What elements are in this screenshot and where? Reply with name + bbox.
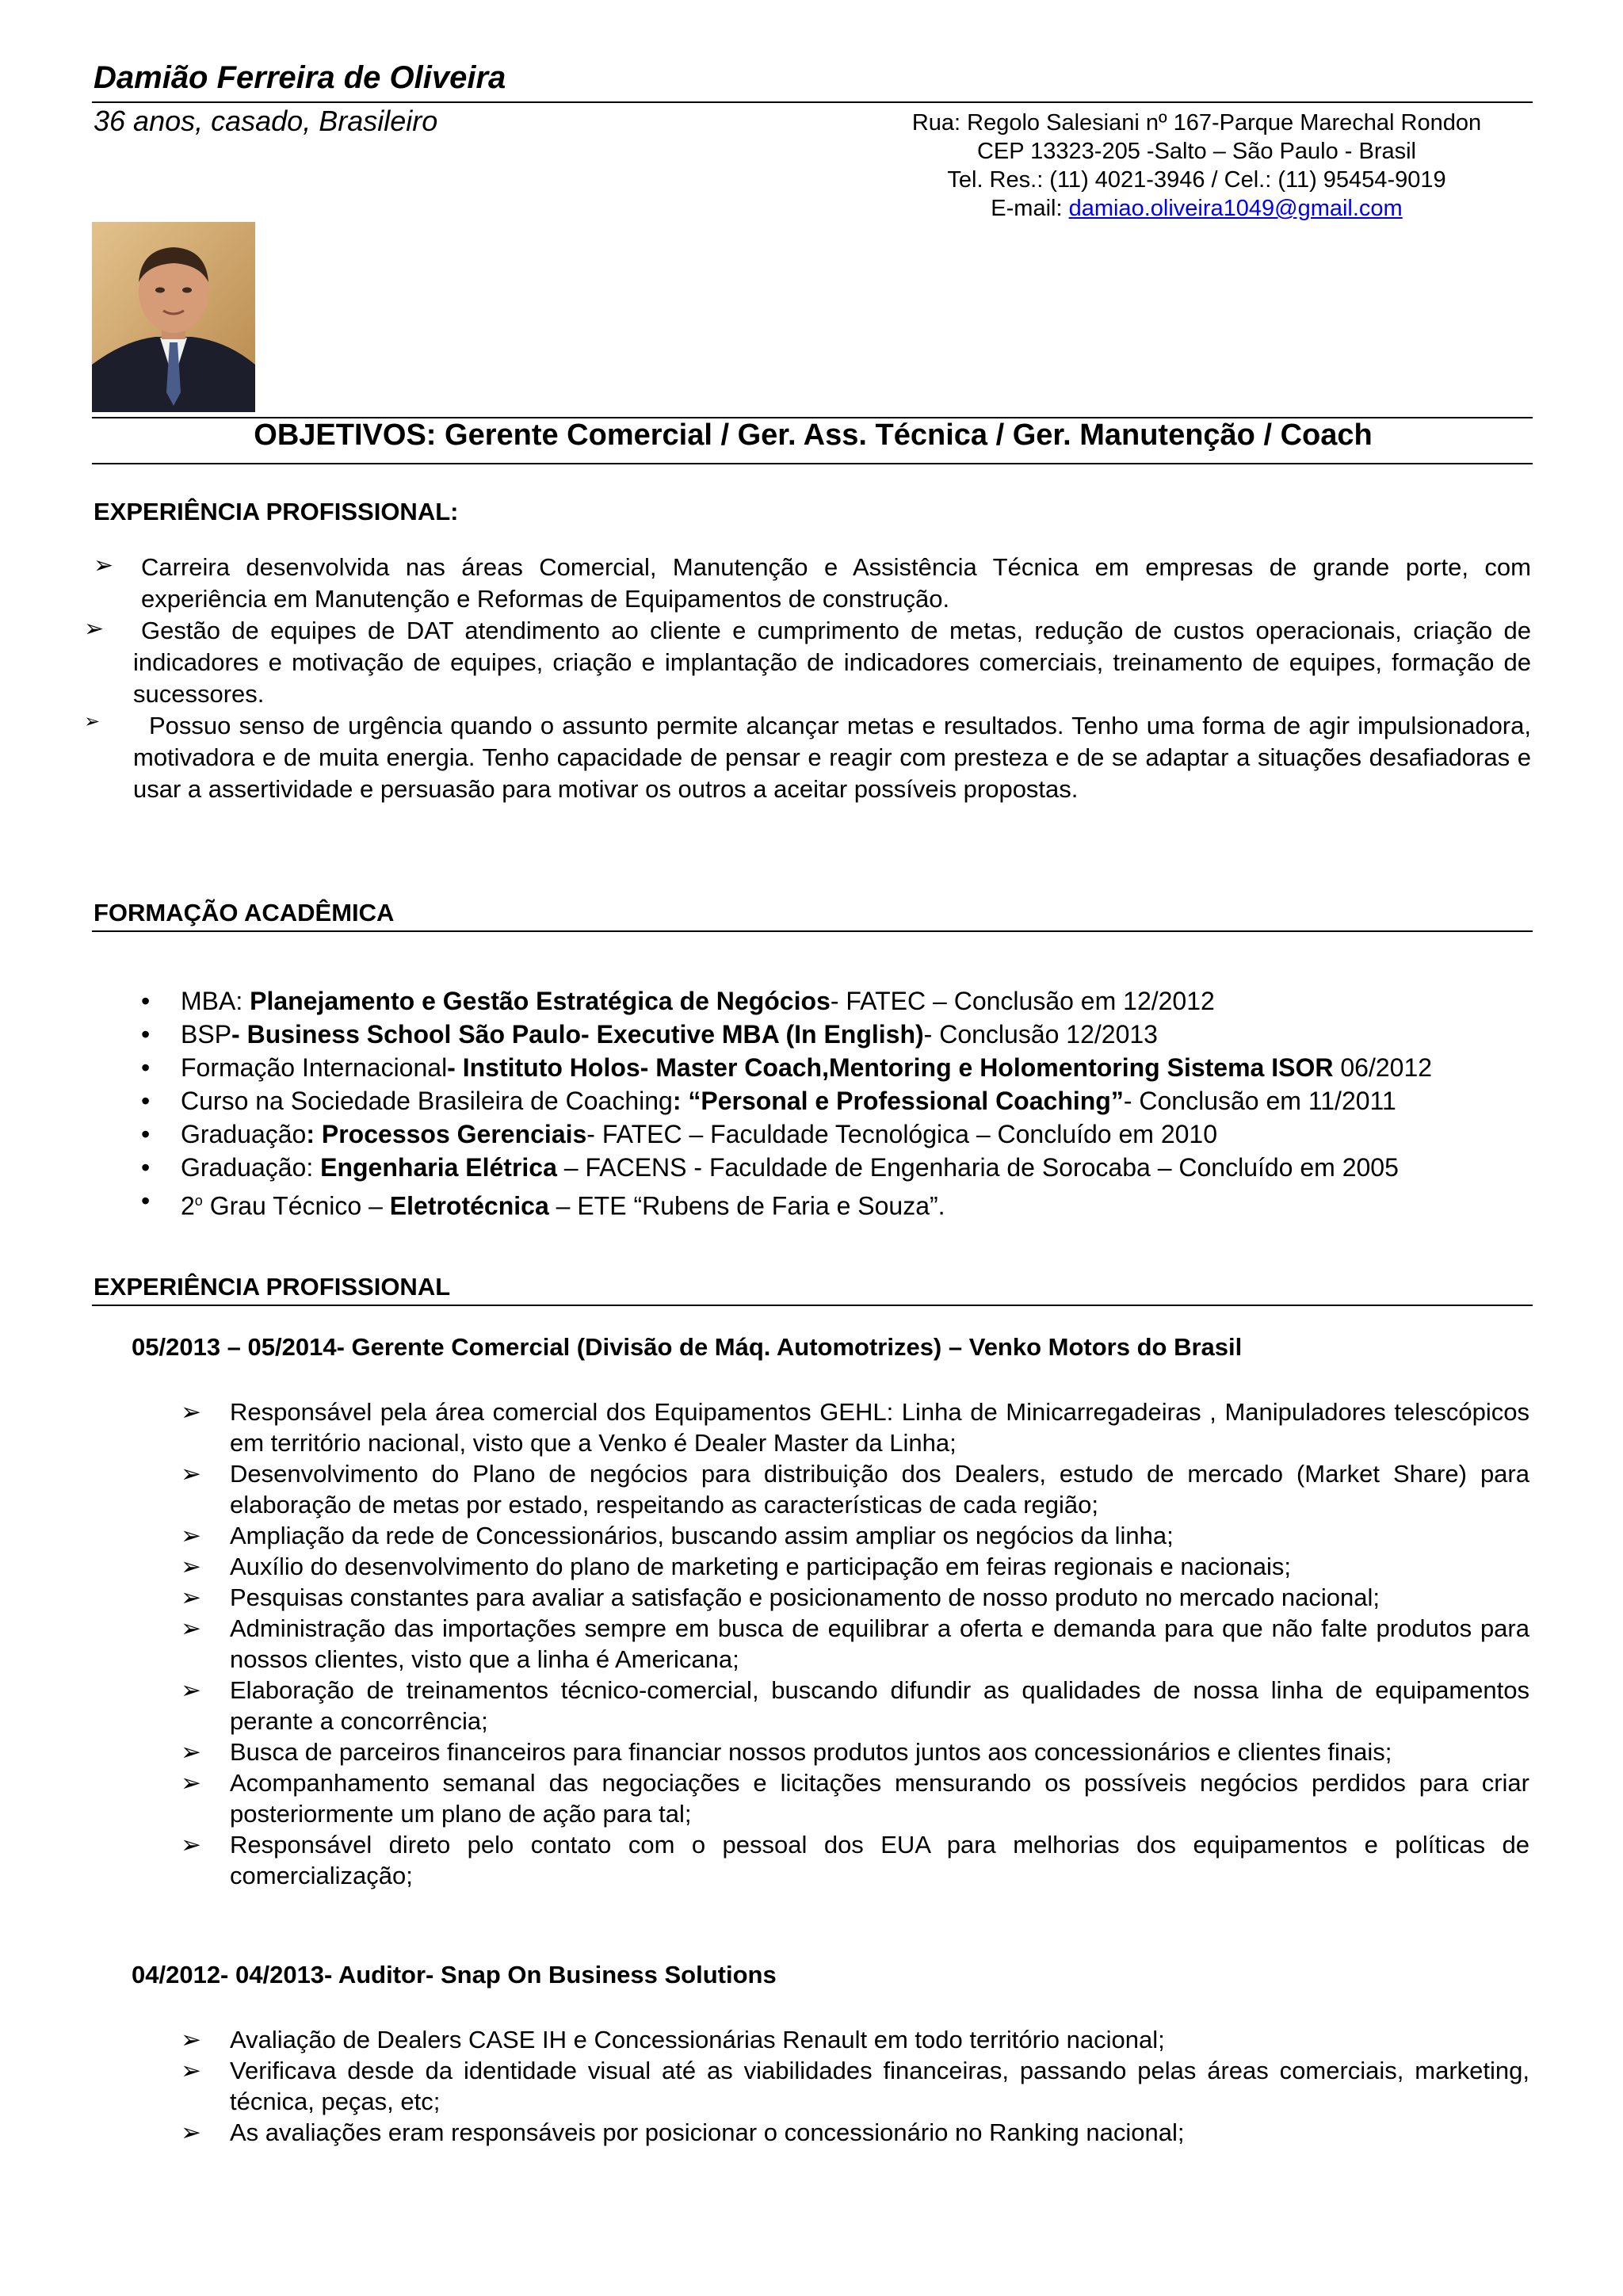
arrow-bullet-icon: ➢ [181,2118,201,2146]
duty-item: ➢ Ampliação da rede de Concessionários, buscando assim ampliar os negócios da linha; [181,1522,1174,1549]
address-line-1: Rua: Regolo Salesiani nº 167-Parque Marechal Rondon [911,110,1482,136]
duty-item: ➢ Acompanhamento semanal das negociações e licitações mensurando os possíveis negócios perdidos para criar posteriormente um plano de ação para tal; [181,1769,1529,1828]
arrow-bullet-icon: ➢ [181,1398,201,1426]
duty-item: ➢ Verificava desde da identidade visual até as viabilidades financeiras, passando pelas áreas comerciais, marketing, técnica, peças, etc; [181,2057,1529,2115]
summary-heading: EXPERIÊNCIA PROFISSIONAL: [94,498,459,525]
address-line-2: CEP 13323-205 -Salto – São Paulo - Brasil [976,139,1417,164]
candidate-name: Damião Ferreira de Oliveira [94,60,506,95]
summary-item: Possuo senso de urgência quando o assunto permite alcançar metas e resultados. Tenho uma forma de agir impulsionadora, motivadora e de muita energia. Tenho capacidade de pensar e reagir com presteza e de se adaptar a situações desafiadoras e usar a assertividade e persuasão para motivar os outros a aceitar possíveis propostas. [133,712,1531,803]
arrow-bullet-icon: ➢ [181,1769,201,1797]
duty-item: ➢ Avaliação de Dealers CASE IH e Concessionárias Renault em todo território nacional; [181,2026,1165,2053]
phone-numbers: Tel. Res.: (11) 4021-3946 / Cel.: (11) 95454-9019 [947,167,1446,193]
education-item: • 2$^o$ Grau Técnico – Eletrotécnica – ETE “Rubens de Faria e Souza”. [141,1184,1432,1223]
bullet-dot-icon: • [141,1020,151,1049]
candidate-photo [92,222,255,412]
objective-bottom-rule [92,463,1533,464]
arrow-bullet-icon: ➢ [181,2057,201,2084]
job-title: 05/2013 – 05/2014- Gerente Comercial (Divisão de Máq. Automotrizes) – Venko Motors do Brasil [132,1333,1243,1361]
arrow-bullet-icon: ➢ [94,552,114,579]
objective-title: OBJETIVOS: Gerente Comercial / Ger. Ass. Técnica / Ger. Manutenção / Coach [254,418,1373,452]
education-item: • BSP- Business School São Paulo- Executive MBA (In English)- Conclusão 12/2013 [141,1018,1432,1051]
personal-info: 36 anos, casado, Brasileiro [94,105,438,137]
education-item: • Formação Internacional- Instituto Holos- Master Coach,Mentoring e Holomentoring Sistema ISOR 06/2012 [141,1051,1432,1084]
duty-item: ➢ Busca de parceiros financeiros para financiar nossos produtos juntos aos concessionários e clientes finais; [181,1738,1392,1766]
job-duties-list [181,2024,1529,2148]
duty-item: ➢ Auxílio do desenvolvimento do plano de marketing e participação em feiras regionais e nacionais; [181,1553,1291,1580]
job-duties-list [181,1396,1529,1891]
bullet-dot-icon: • [141,1053,151,1082]
education-item: • Graduação: Engenharia Elétrica – FACENS - Faculdade de Engenharia de Sorocaba – Concluído em 2005 [141,1151,1432,1184]
duty-item: ➢ Responsável direto pelo contato com o pessoal dos EUA para melhorias dos equipamentos e políticas de comercialização; [181,1831,1529,1889]
email-line [856,196,1537,222]
summary-item: Carreira desenvolvida nas áreas Comercial, Manutenção e Assistência Técnica em empresas de grande porte, com experiência em Manutenção e Reformas de Equipamentos de construção. [141,553,1531,613]
education-rule [92,930,1533,932]
duty-item: ➢ Desenvolvimento do Plano de negócios para distribuição dos Dealers, estudo de mercado (Market Share) para elaboração de metas por estado, respeitando as características de cada região; [181,1460,1529,1519]
header-rule [92,101,1533,103]
arrow-bullet-icon: ➢ [181,1460,201,1488]
duty-item: ➢ Elaboração de treinamentos técnico-comercial, buscando difundir as qualidades de nossa linha de equipamentos perante a concorrência; [181,1676,1529,1735]
arrow-bullet-icon: ➢ [84,616,105,642]
email-link[interactable]: damiao.oliveira1049@gmail.com [1068,196,1403,221]
arrow-bullet-icon: ➢ [181,1584,201,1611]
education-item: • MBA: Planejamento e Gestão Estratégica de Negócios- FATEC – Conclusão em 12/2012 [141,984,1432,1018]
bullet-dot-icon: • [141,1087,151,1115]
arrow-bullet-icon: ➢ [181,2026,201,2053]
email-label: E-mail: [991,196,1069,221]
duty-item: ➢ Administração das importações sempre em busca de equilibrar a oferta e demanda para que não falte produtos para nossos clientes, visto que a linha é Americana; [181,1614,1529,1673]
bullet-dot-icon: • [141,1120,151,1148]
arrow-bullet-icon: ➢ [181,1738,201,1766]
summary-item: Gestão de equipes de DAT atendimento ao cliente e cumprimento de metas, redução de custos operacionais, criação de indicadores e motivação de equipes, criação e implantação de indicadores comerciais, treinamento de equipes, formação de sucessores. [133,617,1531,708]
duty-item: ➢ As avaliações eram responsáveis por posicionar o concessionário no Ranking nacional; [181,2118,1185,2146]
arrow-bullet-icon: ➢ [181,1676,201,1704]
arrow-bullet-icon: ➢ [181,1831,201,1859]
education-list [141,984,1432,1223]
education-item: • Curso na Sociedade Brasileira de Coaching: “Personal e Professional Coaching”- Conclusão em 11/2011 [141,1084,1432,1117]
experience-heading: EXPERIÊNCIA PROFISSIONAL [94,1273,451,1301]
arrow-bullet-icon: ➢ [181,1553,201,1580]
arrow-bullet-icon: ➢ [84,711,101,732]
arrow-bullet-icon: ➢ [181,1522,201,1549]
portrait-illustration [92,222,255,412]
experience-rule [92,1305,1533,1306]
job-title: 04/2012- 04/2013- Auditor- Snap On Business Solutions [132,1961,777,1988]
duty-item: ➢ Responsável pela área comercial dos Equipamentos GEHL: Linha de Minicarregadeiras , Manipuladores telescópicos em território nacional, visto que a Venko é Dealer Master da Linha; [181,1398,1529,1457]
education-heading: FORMAÇÃO ACADÊMICA [94,899,395,926]
bullet-dot-icon: • [141,1153,151,1182]
education-item: • Graduação: Processos Gerenciais- FATEC – Faculdade Tecnológica – Concluído em 2010 [141,1117,1432,1151]
bullet-dot-icon: • [141,987,151,1015]
arrow-bullet-icon: ➢ [181,1614,201,1642]
bullet-dot-icon: • [141,1186,151,1215]
duty-item: ➢ Pesquisas constantes para avaliar a satisfação e posicionamento de nosso produto no mercado nacional; [181,1584,1381,1611]
